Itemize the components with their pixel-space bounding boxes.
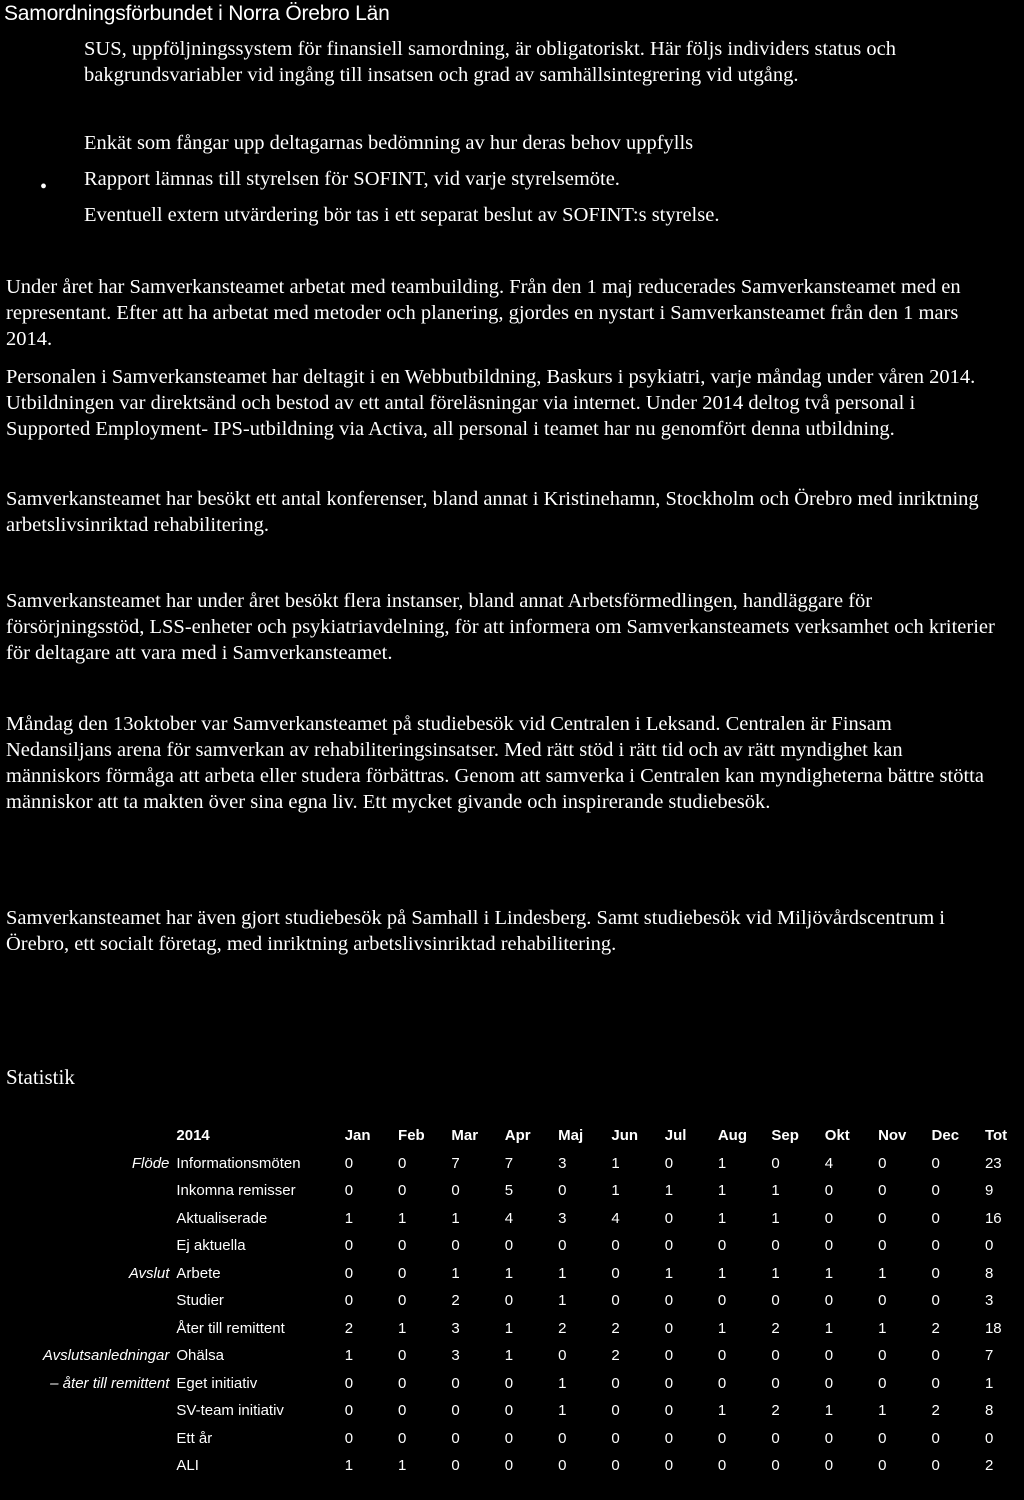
table-row: [0, 1342, 1024, 1370]
paragraph-konferenser: Samverkansteamet har besökt ett antal konferenser, bland annat i Kristinehamn, Stockholm och Örebro med inriktning arbetslivsinriktad rehabilitering.: [6, 488, 979, 536]
value-cell: 1: [398, 1457, 407, 1475]
value-cell: 1: [771, 1264, 780, 1282]
month-header: Jan: [344, 1127, 371, 1145]
row-label: Arbete: [176, 1264, 221, 1282]
value-cell: 2: [771, 1402, 780, 1420]
table-row: [0, 1425, 1024, 1453]
row-label: Informationsmöten: [176, 1154, 301, 1172]
value-cell: 0: [664, 1237, 674, 1255]
total-cell: 9: [984, 1182, 994, 1200]
table-row: [0, 1177, 1024, 1205]
value-cell: 0: [878, 1292, 887, 1310]
bullet-icon: •: [40, 176, 48, 198]
value-cell: 0: [398, 1264, 407, 1282]
value-cell: 0: [504, 1402, 514, 1420]
total-cell: 23: [984, 1154, 1002, 1172]
total-cell: 1: [984, 1374, 994, 1392]
total-cell: 3: [984, 1292, 994, 1310]
value-cell: 1: [824, 1264, 834, 1282]
value-cell: 1: [717, 1319, 727, 1337]
value-cell: 0: [664, 1347, 674, 1365]
value-cell: 1: [504, 1347, 514, 1365]
value-cell: 2: [344, 1319, 354, 1337]
table-row: [0, 1397, 1024, 1425]
value-cell: 0: [771, 1429, 780, 1447]
value-cell: 1: [558, 1264, 567, 1282]
value-cell: 2: [451, 1292, 460, 1310]
value-cell: 0: [611, 1374, 620, 1392]
value-cell: 0: [398, 1182, 407, 1200]
total-cell: 8: [984, 1264, 994, 1282]
value-cell: 1: [878, 1264, 887, 1282]
month-header: Feb: [398, 1127, 425, 1145]
paragraph-personal: Personalen i Samverkansteamet har deltagit i en Webbutbildning, Baskurs i psykiatri, varje måndag under våren 2014. Utbildningen var direktsänd och bestod av ett antal föreläsningar via internet. Under 2014 deltog två personal i Supported Employment- IPS-utbildning via Activa, all personal i teamet har nu genomfört denna utbildning.: [6, 366, 976, 440]
value-cell: 0: [771, 1292, 780, 1310]
value-cell: 0: [398, 1429, 407, 1447]
paragraph-rapport: Rapport lämnas till styrelsen för SOFINT, vid varje styrelsemöte.: [84, 168, 620, 190]
value-cell: 0: [771, 1347, 780, 1365]
month-header: Apr: [504, 1127, 531, 1145]
month-header: Jul: [664, 1127, 687, 1145]
value-cell: 0: [717, 1429, 727, 1447]
table-row: [0, 1370, 1024, 1398]
paragraph-enkat: Enkät som fångar upp deltagarnas bedömning av hur deras behov uppfylls: [84, 132, 694, 154]
row-label: ALI: [176, 1457, 199, 1475]
value-cell: 1: [504, 1264, 514, 1282]
value-cell: 0: [451, 1237, 460, 1255]
value-cell: 3: [558, 1154, 567, 1172]
value-cell: 0: [611, 1457, 620, 1475]
value-cell: 1: [717, 1209, 727, 1227]
value-cell: 1: [451, 1264, 460, 1282]
value-cell: 0: [504, 1429, 514, 1447]
value-cell: 0: [931, 1374, 940, 1392]
value-cell: 0: [931, 1429, 940, 1447]
value-cell: 7: [451, 1154, 460, 1172]
paragraph-teambuilding: Under året har Samverkansteamet arbetat med teambuilding. Från den 1 maj reducerades Samverkansteamet med en representant. Efter att ha arbetat med metoder och planering, gjordes en nystart i Samverkansteamet från den 1 mars 2014.: [6, 276, 961, 350]
value-cell: 3: [451, 1319, 460, 1337]
row-label: Inkomna remisser: [176, 1182, 296, 1200]
table-row: [0, 1205, 1024, 1233]
value-cell: 0: [878, 1237, 887, 1255]
value-cell: 0: [824, 1292, 834, 1310]
value-cell: 0: [451, 1457, 460, 1475]
value-cell: 0: [611, 1237, 620, 1255]
value-cell: 0: [931, 1292, 940, 1310]
value-cell: 0: [344, 1402, 354, 1420]
value-cell: 0: [558, 1237, 567, 1255]
value-cell: 1: [611, 1154, 620, 1172]
month-header: Sep: [771, 1127, 799, 1145]
value-cell: 0: [771, 1154, 780, 1172]
value-cell: 0: [878, 1374, 887, 1392]
value-cell: 0: [558, 1182, 567, 1200]
value-cell: 0: [931, 1457, 940, 1475]
value-cell: 1: [664, 1264, 674, 1282]
value-cell: 3: [558, 1209, 567, 1227]
total-cell: 2: [984, 1457, 994, 1475]
total-cell: 8: [984, 1402, 994, 1420]
value-cell: 0: [878, 1154, 887, 1172]
table-row: [0, 1232, 1024, 1260]
paragraph-leksand: Måndag den 13oktober var Samverkansteamet på studiebesök vid Centralen i Leksand. Centralen är Finsam Nedansiljans arena för samverkan av rehabiliteringsinsatser. Med rätt stöd i rätt tid och av rätt myndighet kan människors förmåga att arbeta eller studera förbättras. Genom att samverka i Centralen kan myndigheterna bättre stötta människor att ta makten över sina egna liv. Ett mycket givande och inspirerande studiebesök.: [6, 713, 984, 813]
row-label: Ej aktuella: [176, 1237, 246, 1255]
document-header: Samordningsförbundet i Norra Örebro Län: [4, 2, 390, 25]
value-cell: 0: [824, 1457, 834, 1475]
value-cell: 4: [504, 1209, 514, 1227]
value-cell: 0: [611, 1292, 620, 1310]
value-cell: 0: [344, 1264, 354, 1282]
value-cell: 0: [771, 1457, 780, 1475]
value-cell: 0: [931, 1237, 940, 1255]
statistics-table: [0, 1122, 1024, 1480]
value-cell: 2: [558, 1319, 567, 1337]
value-cell: 0: [717, 1237, 727, 1255]
month-header: Okt: [824, 1127, 850, 1145]
paragraph-samhall: Samverkansteamet har även gjort studiebesök på Samhall i Lindesberg. Samt studiebesök vid Miljövårdscentrum i Örebro, ett socialt företag, med inriktning arbetslivsinriktad rehabilitering.: [6, 907, 946, 955]
value-cell: 0: [824, 1209, 834, 1227]
value-cell: 1: [344, 1209, 354, 1227]
value-cell: 0: [558, 1457, 567, 1475]
row-label: Aktualiserade: [176, 1209, 268, 1227]
value-cell: 0: [344, 1154, 354, 1172]
value-cell: 3: [451, 1347, 460, 1365]
row-group-label: Avslut: [128, 1264, 170, 1282]
value-cell: 0: [344, 1374, 354, 1392]
value-cell: 0: [931, 1182, 940, 1200]
value-cell: 1: [611, 1182, 620, 1200]
value-cell: 0: [611, 1429, 620, 1447]
value-cell: 1: [717, 1154, 727, 1172]
value-cell: 0: [824, 1237, 834, 1255]
value-cell: 0: [824, 1429, 834, 1447]
value-cell: 1: [771, 1209, 780, 1227]
table-row: [0, 1315, 1024, 1343]
value-cell: 1: [504, 1319, 514, 1337]
value-cell: 0: [771, 1374, 780, 1392]
value-cell: 0: [878, 1429, 887, 1447]
value-cell: 0: [398, 1154, 407, 1172]
value-cell: 1: [717, 1264, 727, 1282]
value-cell: 0: [451, 1429, 460, 1447]
value-cell: 1: [558, 1292, 567, 1310]
value-cell: 1: [398, 1209, 407, 1227]
total-header: Tot: [984, 1127, 1008, 1145]
value-cell: 0: [664, 1154, 674, 1172]
value-cell: 1: [878, 1319, 887, 1337]
value-cell: 4: [824, 1154, 834, 1172]
statistics-title: Statistik: [6, 1065, 75, 1089]
value-cell: 0: [878, 1347, 887, 1365]
value-cell: 1: [664, 1182, 674, 1200]
row-group-label: – åter till remittent: [50, 1374, 170, 1392]
table-row: [0, 1452, 1024, 1480]
value-cell: 0: [664, 1402, 674, 1420]
value-cell: 0: [504, 1374, 514, 1392]
value-cell: 2: [611, 1319, 620, 1337]
row-label: Studier: [176, 1292, 224, 1310]
value-cell: 2: [931, 1319, 940, 1337]
table-row: [0, 1260, 1024, 1288]
month-header: Aug: [717, 1127, 748, 1145]
value-cell: 0: [344, 1237, 354, 1255]
value-cell: 0: [344, 1429, 354, 1447]
value-cell: 0: [664, 1319, 674, 1337]
total-cell: 7: [984, 1347, 994, 1365]
value-cell: 7: [504, 1154, 514, 1172]
value-cell: 0: [931, 1209, 940, 1227]
year-header: 2014: [176, 1127, 210, 1145]
value-cell: 0: [878, 1209, 887, 1227]
value-cell: 0: [824, 1374, 834, 1392]
value-cell: 1: [771, 1182, 780, 1200]
row-label: Ett år: [176, 1429, 213, 1447]
month-header: Jun: [611, 1127, 639, 1145]
value-cell: 1: [824, 1319, 834, 1337]
row-label: Eget initiativ: [176, 1374, 258, 1392]
value-cell: 2: [611, 1347, 620, 1365]
value-cell: 0: [504, 1237, 514, 1255]
value-cell: 0: [717, 1347, 727, 1365]
value-cell: 0: [558, 1429, 567, 1447]
value-cell: 2: [931, 1402, 940, 1420]
value-cell: 1: [878, 1402, 887, 1420]
value-cell: 0: [771, 1237, 780, 1255]
total-cell: 18: [984, 1319, 1002, 1337]
value-cell: 4: [611, 1209, 620, 1227]
total-cell: 0: [984, 1237, 994, 1255]
value-cell: 0: [664, 1209, 674, 1227]
value-cell: 0: [611, 1264, 620, 1282]
value-cell: 0: [611, 1402, 620, 1420]
value-cell: 1: [717, 1182, 727, 1200]
paragraph-extern: Eventuell extern utvärdering bör tas i ett separat beslut av SOFINT:s styrelse.: [84, 204, 720, 226]
value-cell: 1: [558, 1374, 567, 1392]
value-cell: 0: [717, 1457, 727, 1475]
value-cell: 1: [717, 1402, 727, 1420]
row-group-label: Flöde: [131, 1154, 170, 1172]
value-cell: 0: [717, 1292, 727, 1310]
value-cell: 1: [451, 1209, 460, 1227]
value-cell: 0: [344, 1182, 354, 1200]
value-cell: 2: [771, 1319, 780, 1337]
value-cell: 0: [664, 1292, 674, 1310]
value-cell: 0: [824, 1347, 834, 1365]
value-cell: 0: [558, 1347, 567, 1365]
table-row: [0, 1150, 1024, 1178]
value-cell: 0: [664, 1457, 674, 1475]
value-cell: 0: [398, 1292, 407, 1310]
value-cell: 0: [398, 1347, 407, 1365]
value-cell: 0: [451, 1374, 460, 1392]
row-group-label: Avslutsanledningar: [42, 1347, 170, 1365]
value-cell: 1: [824, 1402, 834, 1420]
month-header: Nov: [878, 1127, 907, 1145]
value-cell: 0: [504, 1292, 514, 1310]
value-cell: 1: [344, 1457, 354, 1475]
value-cell: 0: [398, 1374, 407, 1392]
value-cell: 0: [931, 1264, 940, 1282]
value-cell: 1: [398, 1319, 407, 1337]
value-cell: 0: [717, 1374, 727, 1392]
value-cell: 0: [451, 1182, 460, 1200]
total-cell: 0: [984, 1429, 994, 1447]
paragraph-sus: SUS, uppföljningssystem för finansiell samordning, är obligatoriskt. Här följs individers status och bakgrundsvariabler vid ingång till insatsen och grad av samhällsintegrering vid utgång.: [84, 38, 896, 86]
total-cell: 16: [984, 1209, 1002, 1227]
value-cell: 0: [451, 1402, 460, 1420]
table-header-row: [0, 1122, 1024, 1150]
month-header: Mar: [451, 1127, 479, 1145]
value-cell: 0: [878, 1182, 887, 1200]
value-cell: 0: [664, 1429, 674, 1447]
value-cell: 0: [931, 1154, 940, 1172]
table-row: [0, 1287, 1024, 1315]
value-cell: 0: [931, 1347, 940, 1365]
row-label: Åter till remittent: [176, 1319, 285, 1337]
value-cell: 0: [398, 1237, 407, 1255]
value-cell: 0: [504, 1457, 514, 1475]
row-label: SV-team initiativ: [176, 1402, 284, 1420]
month-header: Maj: [558, 1127, 584, 1145]
month-header: Dec: [931, 1127, 960, 1145]
value-cell: 1: [558, 1402, 567, 1420]
value-cell: 0: [664, 1374, 674, 1392]
row-label: Ohälsa: [176, 1347, 224, 1365]
value-cell: 0: [878, 1457, 887, 1475]
value-cell: 1: [344, 1347, 354, 1365]
paragraph-instanser: Samverkansteamet har under året besökt flera instanser, bland annat Arbetsförmedlingen, handläggare för försörjningsstöd, LSS-enheter och psykiatriavdelning, för att informera om Samverkansteamets verksamhet och kriterier för deltagare att vara med i Samverkansteamet.: [6, 590, 995, 664]
value-cell: 5: [504, 1182, 514, 1200]
value-cell: 0: [398, 1402, 407, 1420]
value-cell: 0: [824, 1182, 834, 1200]
value-cell: 0: [344, 1292, 354, 1310]
